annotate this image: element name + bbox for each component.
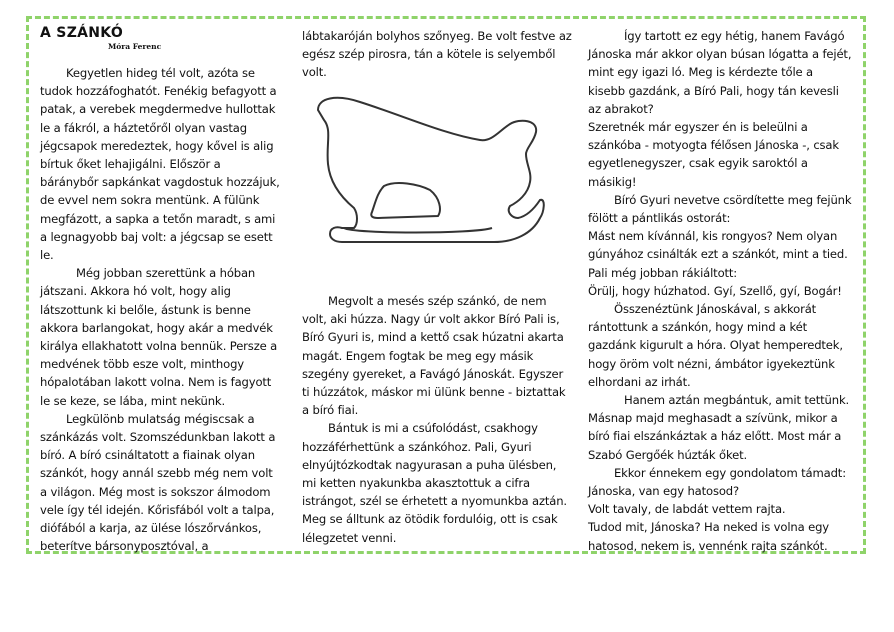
paragraph: Összenéztünk Jánoskával, s akkorát rántottunk a szánkón, hogy mind a két gazdánk kigurult a hóra. Olyat hemperedtek, hogy öröm volt nézni, ámbátor igyekeztünk elhordani az irhát.	[588, 302, 843, 389]
paragraph: Hanem aztán megbántuk, amit tettünk. Másnap majd meghasadt a szívünk, mikor a bíró fiai elszánkáztak a ház előtt. Most már a Szabó Gergőék húzták őket.	[588, 393, 850, 462]
paragraph: Tudod mit, Jánoska? Ha neked is volna egy hatosod, nekem is, vennénk rajta szánkót.	[588, 520, 829, 553]
paragraph: Jánoska, van egy hatosod?	[588, 484, 740, 499]
paragraph: Így tartott ez egy hétig, hanem Favágó Jánoska már akkor olyan búsan lógatta a fejét, mint egy igazi ló. Meg is kérdezte tőle a kisebb gazdánk, a Bíró Pali, hogy tán kevesli az abrakot?	[588, 29, 852, 116]
column-3	[588, 27, 852, 555]
paragraph: Bántuk is mi a csúfolódást, csakhogy hozzáférhettünk a szánkóhoz. Pali, Gyuri elnyújtózkodtak nagyurasan a puha ülésben, mi ketten nyakunkba akasztottuk a cifra istrángot, szél se érhetett a nyomunkba aztán. Meg se álltunk az ötödik fordulóig, ott is csak lélegzetet venni.	[302, 421, 567, 545]
paragraph: Bíró Gyuri nevetve csördítette meg fejünk fölött a pántlikás ostorát:	[588, 192, 852, 226]
story-title: A SZÁNKÓ	[40, 25, 124, 41]
paragraph: Még jobban szerettünk a hóban játszani. Akkora hó volt, hogy alig látszottunk ki belőle, ástunk is benne akkora barlangokat, hogy akár a medvék királya ellakhatott volna bennük. Persze a medvének több esze volt, minthogy hópalotában lakott volna. Nem is fagyott le se keze, se lába, mint nekünk.	[40, 266, 278, 408]
paragraph: Kegyetlen hideg tél volt, azóta se tudok hozzáfoghatót. Fenékig befagyott a patak, a verebek megdermedve hullottak le a fákról, a háztetőről olyan vastag jégcsapok meredeztek, hogy kővel is alig bírtuk őket lehajigálni. Először a báránybőr sapkánkat vagdostuk hozzájuk, de evvel nem sokra mentünk. A fülünk megfázott, a sapka a tetőn maradt, s ami a legnagyobb baj volt: a jégcsap se esett le.	[40, 66, 280, 263]
paragraph: Megvolt a mesés szép szánkó, de nem volt, aki húzza. Nagy úr volt akkor Bíró Pali is, Bíró Gyuri is, mind a kettő csak húzatni akarta magát. Engem fogtak be meg egy másik szegény gyereket, a Favágó Jánoskát. Egyszer ti húzzátok, máskor mi ülünk benne - biztattak a bíró fiai.	[302, 294, 566, 418]
story-author: Móra Ferenc	[108, 42, 162, 51]
sled-outline-image	[314, 94, 546, 264]
column-1	[40, 64, 280, 555]
paragraph: Pali még jobban rákiáltott:	[588, 265, 738, 280]
column-2-bottom	[302, 292, 574, 547]
paragraph: Legkülönb mulatság mégiscsak a szánkázás volt. Szomszédunkban lakott a bíró. A bíró csináltatott a fiainak olyan szánkót, hogy annál szebb még nem volt a világon. Még most is sokszor álmodom vele így tél idején. Kőrisfából volt a talpa, diófából a karja, az ülése lószőrvánkos, beterítve bársonyposztóval, a	[40, 411, 276, 554]
paragraph: Volt tavaly, de labdát vettem rajta.	[588, 502, 786, 517]
sled-path	[318, 98, 544, 242]
column-2-top	[302, 27, 574, 82]
paragraph: Ekkor énnekem egy gondolatom támadt:	[614, 465, 846, 480]
paragraph: lábtakaróján bolyhos szőnyeg. Be volt festve az egész szép pirosra, tán a kötele is selyemből volt.	[302, 29, 572, 80]
paragraph: Mást nem kívánnál, kis rongyos? Nem olyan gúnyához csinálták ezt a szánkót, mint a tied.	[588, 229, 848, 262]
sled-runner	[344, 228, 492, 233]
paragraph: Örülj, hogy húzhatod. Gyí, Szellő, gyí, Bogár!	[588, 283, 842, 298]
paragraph: Szeretnék már egyszer én is beleülni a szánkóba - motyogta félősen Jánoska -, csak egyetlenegyszer, csak egyik saroktól a másikig!	[588, 120, 839, 189]
